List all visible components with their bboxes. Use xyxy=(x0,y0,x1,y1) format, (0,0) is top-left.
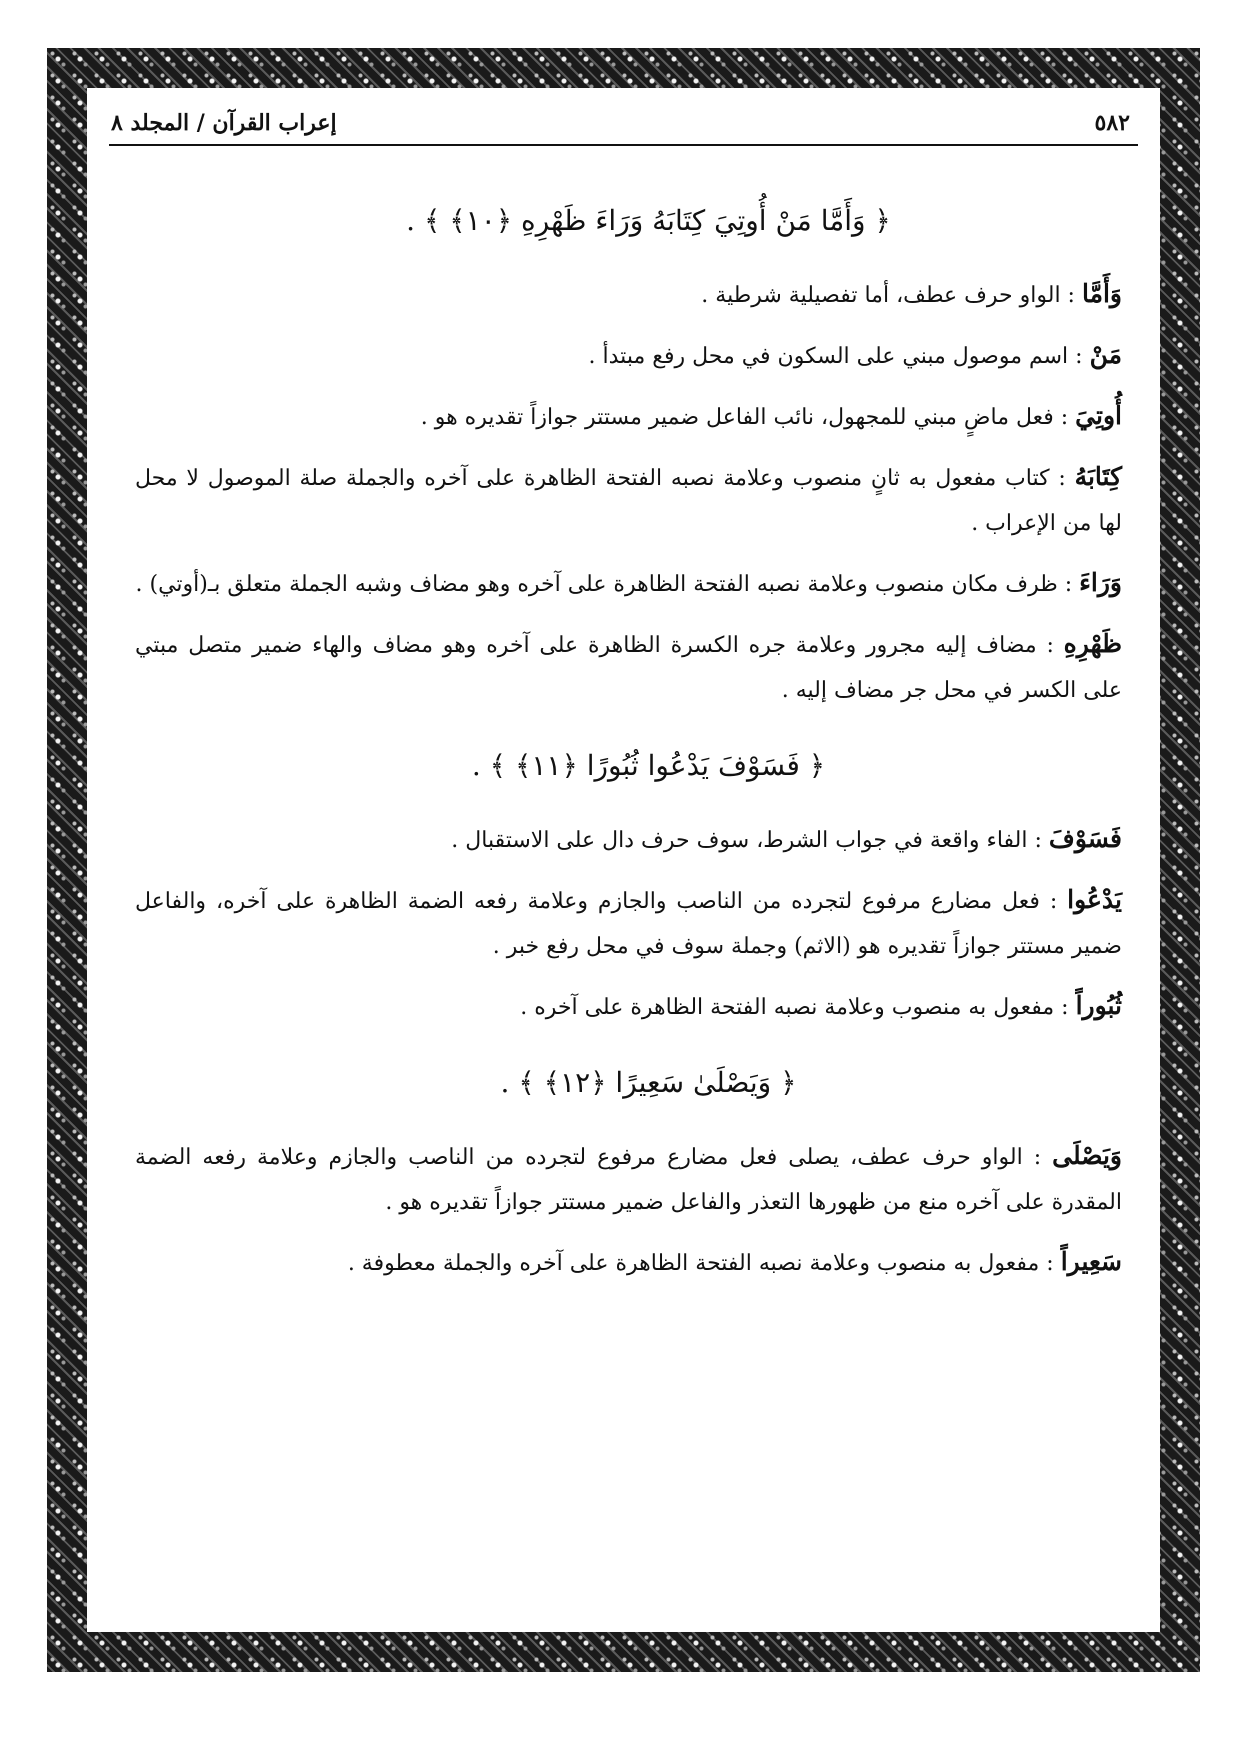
entry-term: ظَهْرِهِ xyxy=(1063,629,1122,658)
parsing-entry xyxy=(135,560,1122,607)
parsing-block xyxy=(135,816,1122,1030)
entry-text: : اسم موصول مبني على السكون في محل رفع مبتدأ . xyxy=(588,344,1083,369)
entry-text: : فعل مضارع مرفوع لتجرده من الناصب والجازم وعلامة رفعه الضمة الظاهرة على آخره، والفاعل ضمير مستتر جوازاً تقديره هو (الاثم) وجملة سوف في محل رفع خبر . xyxy=(135,889,1122,959)
parsing-entry xyxy=(135,271,1122,318)
entry-text: : الواو حرف عطف، أما تفصيلية شرطية . xyxy=(701,283,1075,308)
parsing-entry xyxy=(135,393,1122,440)
parsing-entry xyxy=(135,983,1122,1030)
entry-term: سَعِيراً xyxy=(1060,1247,1122,1276)
quran-verse: ﴿ فَسَوْفَ يَدْعُوا ثُبُورًا ﴿١١﴾ ﴾ . xyxy=(471,749,826,782)
parsing-entry xyxy=(135,1133,1122,1225)
parsing-entry xyxy=(135,454,1122,546)
parsing-entry xyxy=(135,877,1122,969)
parsing-entry xyxy=(135,332,1122,379)
page xyxy=(87,88,1160,1632)
ornamental-border xyxy=(47,48,1200,1672)
parsing-block xyxy=(135,271,1122,713)
entry-term: مَنْ xyxy=(1089,340,1122,369)
quran-verse: ﴿ وَأَمَّا مَنْ أُوتِيَ كِتَابَهُ وَرَاءَ ظَهْرِهِ ﴿١٠﴾ ﴾ . xyxy=(406,204,891,237)
entry-term: وَرَاءَ xyxy=(1079,568,1122,597)
quran-verse: ﴿ وَيَصْلَىٰ سَعِيرًا ﴿١٢﴾ ﴾ . xyxy=(500,1066,797,1099)
entry-text: : كتاب مفعول به ثانٍ منصوب وعلامة نصبه الفتحة الظاهرة على آخره والجملة صلة الموصول لا محل لها من الإعراب . xyxy=(135,466,1122,536)
book-title: إعراب القرآن / المجلد ٨ xyxy=(111,110,337,136)
parsing-entry xyxy=(135,621,1122,713)
entry-text: : فعل ماضٍ مبني للمجهول، نائب الفاعل ضمير مستتر جوازاً تقديره هو . xyxy=(420,405,1069,430)
entry-term: وَأَمَّا xyxy=(1081,279,1122,308)
parsing-entry xyxy=(135,1239,1122,1286)
entry-term: فَسَوْفَ xyxy=(1048,824,1122,853)
entry-text: : ظرف مكان منصوب وعلامة نصبه الفتحة الظاهرة على آخره وهو مضاف وشبه الجملة متعلق بـ(أوتي) . xyxy=(135,572,1073,597)
entry-term: ثُبُوراً xyxy=(1075,991,1122,1020)
entry-term: يَدْعُوا xyxy=(1067,885,1122,914)
entry-text: : الفاء واقعة في جواب الشرط، سوف حرف دال على الاستقبال . xyxy=(451,828,1042,853)
entry-term: أُوتِيَ xyxy=(1075,401,1122,430)
parsing-entry xyxy=(135,816,1122,863)
page-content xyxy=(135,198,1122,1300)
parsing-block xyxy=(135,1133,1122,1286)
entry-term: كِتَابَهُ xyxy=(1074,462,1122,491)
entry-text: : مفعول به منصوب وعلامة نصبه الفتحة الظاهرة على آخره والجملة معطوفة . xyxy=(347,1251,1054,1276)
entry-text: : الواو حرف عطف، يصلى فعل مضارع مرفوع لتجرده من الناصب والجازم وعلامة رفعه الضمة المقدرة على آخره منع من ظهورها التعذر والفاعل ضمير مستتر جوازاً تقديره هو . xyxy=(135,1145,1122,1215)
entry-term: وَيَصْلَى xyxy=(1052,1141,1122,1170)
entry-text: : مضاف إليه مجرور وعلامة جره الكسرة الظاهرة على آخره وهو مضاف والهاء ضمير متصل مبتي على الكسر في محل جر مضاف إليه . xyxy=(135,633,1122,703)
page-header xyxy=(109,108,1138,146)
page-number: ٥٨٢ xyxy=(1094,110,1130,136)
entry-text: : مفعول به منصوب وعلامة نصبه الفتحة الظاهرة على آخره . xyxy=(520,995,1069,1020)
